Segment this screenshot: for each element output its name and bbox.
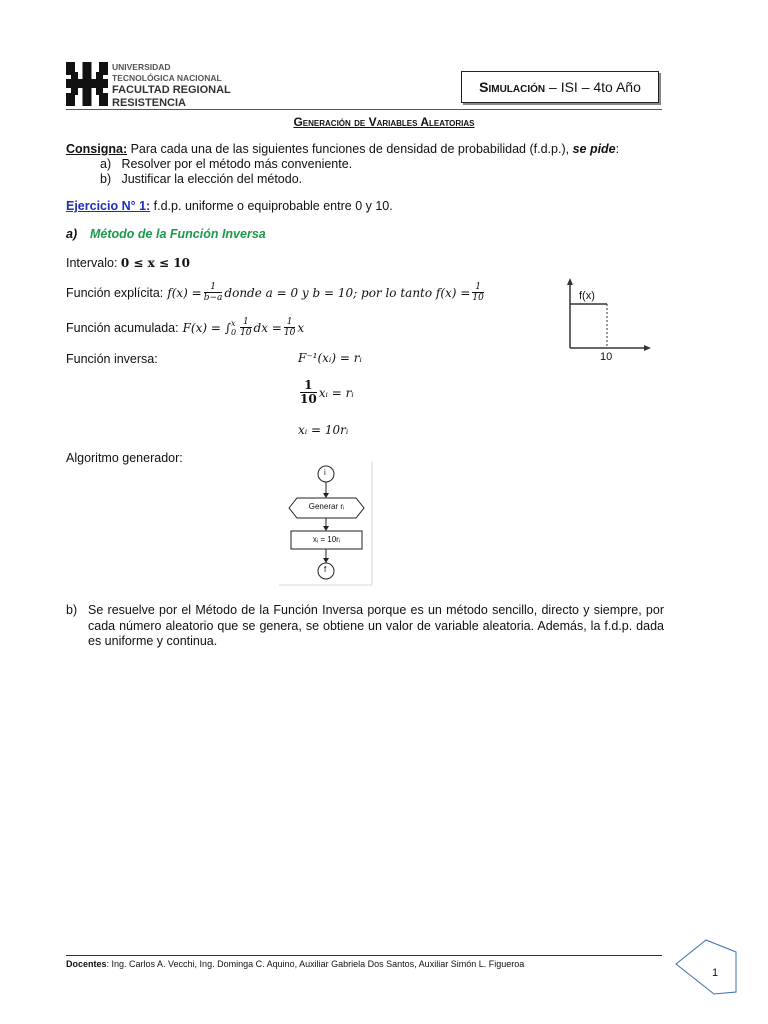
explicita-frac2 [472,282,483,303]
footer-docentes [66,959,524,969]
explicita-lhs: f(x) = [167,285,202,300]
uniform-pdf-graph [560,276,656,368]
consigna-colon: : [615,142,620,156]
flow-end-label: f [324,565,327,574]
flow-generate-label: Generar rᵢ [308,502,345,511]
integral-limits [231,319,236,337]
univ-line-2: TECNOLÓGICA NACIONAL [112,73,222,83]
consigna-label: Consigna: [66,142,128,156]
frac-den: 10 [283,328,296,338]
graph-x-tick: 10 [600,351,613,363]
flow-start-label: i [324,468,326,477]
frac-num: 1 [300,379,317,393]
consigna-emph: se pide [572,142,616,156]
frac-num: 1 [284,317,295,328]
ejercicio-text: f.d.p. uniforme o equiprobable entre 0 y 10. [150,199,393,213]
frac-den: 10 [300,392,317,406]
consigna-text: Para cada una de las siguientes funciones de densidad de probabilidad (f.d.p.), [127,142,573,156]
graph-y-label: f(x) [579,290,595,302]
frac-num: 1 [240,317,251,328]
flow-assign-label: xᵢ = 10rᵢ [312,535,341,544]
acumulada-frac2 [284,317,295,338]
section-b-marker: b) [66,603,78,617]
utn-logo-icon [66,62,108,106]
acumulada-label: Función acumulada: [66,320,179,335]
header-rule [66,109,662,110]
footer-rule [66,955,662,956]
section-b-text: Se resuelve por el Método de la Función Inversa porque es un método sencillo, directo y siempre, por cada número aleatorio que se genera, se obtiene un valor de variable aleatoria. Además, la f.d.p. dada es uniforme y continua. [88,603,664,648]
univ-line-4: RESISTENCIA [112,97,186,109]
univ-line-1: UNIVERSIDAD [112,62,171,72]
consigna-item-a [100,157,352,171]
course-title-strong: Simulación [479,79,546,95]
item-text: Resolver por el método más conveniente. [121,157,353,171]
start-node [318,466,334,482]
utn-logo [66,62,108,106]
university-name [112,62,231,110]
explicita-label: Función explícita: [66,285,164,300]
intervalo-label: Intervalo: [66,256,118,270]
integral-lower: 0 [230,327,237,337]
inversa-eq2 [298,379,354,406]
frac-den: 10 [472,293,484,303]
section-a-marker: a) [66,227,78,241]
inversa-label: Función inversa: [66,352,158,366]
footer-text: : Ing. Carlos A. Vecchi, Ing. Dominga C. Aquino, Auxiliar Gabriela Dos Santos, Auxiliar Simón L. Figueroa [106,959,525,969]
frac-den: b−a [203,293,223,303]
ejercicio-heading [66,199,393,213]
explicita-frac [204,282,223,303]
item-marker: a) [100,157,112,171]
section-a-title: Método de la Función Inversa [90,227,266,241]
course-title-rest: – ISI – 4to Año [545,79,641,95]
inversa-frac [300,379,317,406]
flowchart [279,461,375,587]
footer-label: Docentes [66,959,107,969]
acumulada-lhs: F(x) = ∫ [182,320,231,335]
inversa-eq3: xᵢ = 10rᵢ [298,423,349,437]
consigna-item-b [100,172,302,186]
section-b [66,603,664,650]
page-badge-shape [674,938,740,996]
doc-title: Generación de Variables Aleatorias [293,115,475,129]
flowchart-svg [279,461,375,587]
acumulada-dx: dx = [253,320,282,335]
explicita-mid: donde a = 0 y b = 10; por lo tanto f(x) = [224,285,471,300]
inversa-eq2-tail: xᵢ = rᵢ [318,385,354,400]
explicita-line [66,282,486,303]
algoritmo-label: Algoritmo generador: [66,451,183,465]
frac-den: 10 [240,328,252,338]
section-a-heading [66,227,266,241]
frac-num: 1 [472,282,483,293]
ejercicio-label: Ejercicio N° 1: [66,199,151,213]
page-number-badge [674,938,740,996]
frac-num: 1 [204,282,223,293]
acumulada-tail: x [297,320,305,335]
item-marker: b) [100,172,112,186]
intervalo-line [66,256,190,270]
item-text: Justificar la elección del método. [121,172,303,186]
consigna-paragraph [66,142,666,157]
acumulada-frac [240,317,251,338]
inversa-eq1: F⁻¹(xᵢ) = rᵢ [298,351,362,365]
page-number: 1 [712,967,719,979]
univ-line-3: FACULTAD REGIONAL [112,84,231,96]
intervalo-expr: 0 ≤ x ≤ 10 [120,256,190,270]
integral-upper: x [230,318,236,328]
acumulada-line [66,317,304,338]
course-title-box [461,71,659,103]
